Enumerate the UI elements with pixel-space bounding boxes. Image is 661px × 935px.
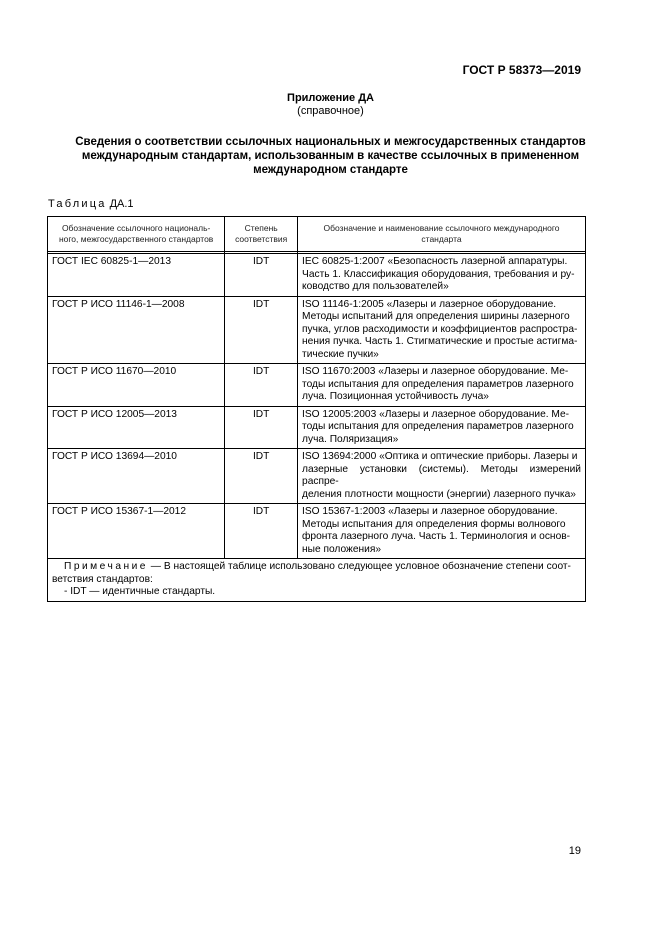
cell-international-standard (298, 406, 586, 449)
appendix-heading (0, 92, 661, 118)
table-caption-number: ДА.1 (109, 198, 134, 210)
cell-line: лазерные установки (системы). Методы измерений распре- (302, 463, 581, 487)
cell-line: нения пучка. Часть 1. Стигматические и простые астигма- (302, 336, 578, 347)
cell-line: тоды испытания для определения параметров лазерного (302, 421, 574, 432)
cell-degree: IDT (225, 406, 298, 449)
cell-line: ISO 11146-1:2005 «Лазеры и лазерное оборудование. (302, 298, 557, 310)
cell-degree: IDT (225, 364, 298, 407)
note-label: Примечание (64, 561, 148, 572)
appendix-title: Приложение ДА (287, 92, 374, 104)
page-number: 19 (568, 845, 581, 857)
note-text: — В настоящей таблице использовано следующее условное обозначение степени соот- (147, 561, 571, 572)
cell-line: луча. Позиционная устойчивость луча» (302, 391, 489, 402)
cell-national-standard: ГОСТ Р ИСО 13694—2010 (48, 449, 225, 504)
cell-line: деления плотности мощности (энергии) лазерного пучка» (302, 488, 576, 500)
table-row (48, 296, 586, 364)
cell-international-standard (298, 364, 586, 407)
cell-national-standard: ГОСТ Р ИСО 12005—2013 (48, 406, 225, 449)
cell-national-standard: ГОСТ Р ИСО 15367-1—2012 (48, 504, 225, 559)
table-caption-word: Таблица (48, 198, 107, 210)
cell-line: Часть 1. Классификация оборудования, требования и ру- (302, 268, 575, 280)
header-international-standard (298, 217, 586, 252)
note-line: - IDT — идентичные стандарты. (64, 586, 216, 597)
table-header-row (48, 217, 586, 252)
header-degree (225, 217, 298, 252)
cell-line: ISO 11670:2003 «Лазеры и лазерное оборудование. Ме- (302, 366, 569, 377)
cell-degree: IDT (225, 254, 298, 297)
cell-national-standard: ГОСТ IEC 60825-1—2013 (48, 254, 225, 297)
note-line (52, 561, 581, 574)
table-note-row (48, 559, 586, 602)
cell-line: пучка, углов расходимости и коэффициентов распростра- (302, 323, 578, 335)
table-row (48, 254, 586, 297)
header-text: Обозначение ссылочного националь- (61, 223, 211, 233)
cell-line: ISO 13694:2000 «Оптика и оптические приборы. Лазеры и (302, 451, 578, 462)
appendix-subtitle: (справочное) (297, 105, 364, 117)
cell-line: ководство для пользователей» (302, 281, 449, 292)
cell-line: Методы испытания для определения формы волнового (302, 518, 566, 530)
cell-line: Методы испытаний для определения ширины лазерного (302, 311, 570, 322)
heading-line: Сведения о соответствии ссылочных национальных и межгосударственных стандартов (75, 136, 586, 148)
table-row (48, 504, 586, 559)
header-text: соответствия (235, 234, 288, 244)
correspondence-table (47, 216, 586, 602)
cell-national-standard: ГОСТ Р ИСО 11670—2010 (48, 364, 225, 407)
cell-international-standard (298, 296, 586, 364)
table-caption (48, 198, 134, 210)
cell-degree: IDT (225, 504, 298, 559)
cell-line: ISO 12005:2003 «Лазеры и лазерное оборудование. Ме- (302, 408, 570, 420)
table-row (48, 364, 586, 407)
cell-line: тические пучки» (302, 348, 379, 360)
cell-line: луча. Поляризация» (302, 433, 399, 445)
document-code: ГОСТ Р 58373—2019 (462, 63, 581, 77)
cell-line: тоды испытания для определения параметров лазерного (302, 378, 574, 390)
cell-line: ные положения» (302, 543, 382, 555)
section-heading (60, 135, 601, 177)
note-line: ветствия стандартов: (52, 573, 153, 585)
header-text: ного, межгосударственного стандартов (58, 234, 214, 244)
header-text: Степень (244, 223, 278, 233)
cell-degree: IDT (225, 449, 298, 504)
table-row (48, 449, 586, 504)
header-text: Обозначение и наименование ссылочного международного (323, 223, 560, 233)
cell-international-standard (298, 449, 586, 504)
cell-line: ISO 15367-1:2003 «Лазеры и лазерное оборудование. (302, 506, 558, 517)
heading-line: международном стандарте (253, 164, 408, 176)
header-text: стандарта (421, 234, 462, 244)
cell-degree: IDT (225, 296, 298, 364)
cell-national-standard: ГОСТ Р ИСО 11146-1—2008 (48, 296, 225, 364)
cell-international-standard (298, 254, 586, 297)
table-note (48, 559, 586, 602)
header-national-standard (48, 217, 225, 252)
cell-line: фронта лазерного луча. Часть 1. Терминология и основ- (302, 531, 571, 542)
cell-international-standard (298, 504, 586, 559)
heading-line: международным стандартам, использованным в качестве ссылочных в примененном (81, 150, 580, 162)
table-row (48, 406, 586, 449)
cell-line: IEC 60825-1:2007 «Безопасность лазерной аппаратуры. (302, 256, 568, 267)
